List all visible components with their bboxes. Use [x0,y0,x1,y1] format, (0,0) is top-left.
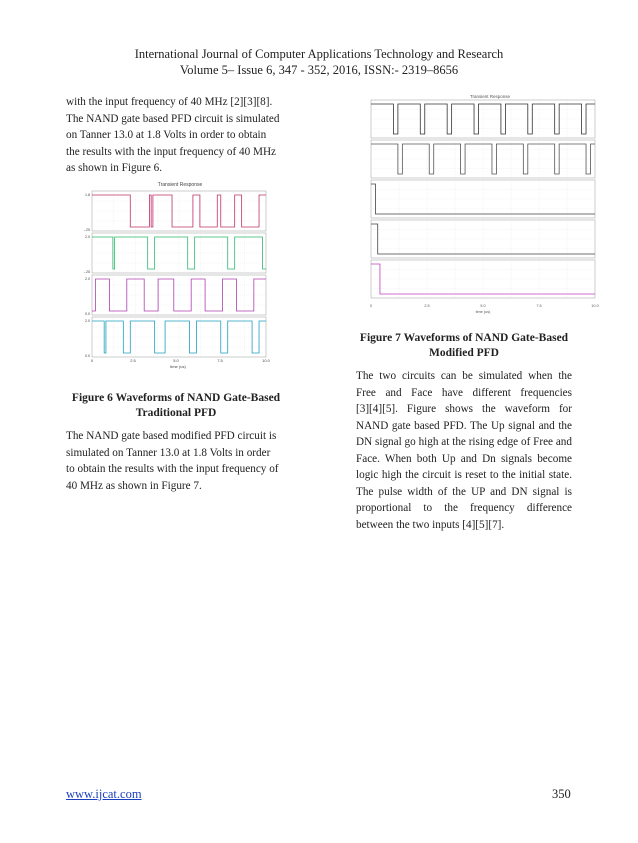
text-line: the results with the input frequency of 40 MHz [66,145,277,158]
journal-volume: Volume 5– Issue 6, 347 - 352, 2016, ISSN:- 2319–8656 [179,63,459,77]
right-paragraph [356,368,572,533]
x-tick: 0 [369,304,373,308]
text-line: NAND gate based PFD. The Up signal and the [356,419,572,432]
y-tick: -.25 [83,270,90,274]
text-line: to obtain the results with the input frequency of [66,463,279,475]
text-line: between the two inputs [4][5][7]. [356,518,505,531]
y-tick: 0.0 [85,354,90,358]
left-paragraph-2 [66,428,286,494]
y-tick: 0.0 [85,312,90,316]
text-line: logic high the circuit is reset to the initial state. [356,469,572,481]
x-tick: 7.5 [217,358,223,363]
waveform-panel [371,100,595,138]
waveform-panel [371,180,595,218]
text-line: proportional to the frequency difference [356,502,572,514]
footer-website-link[interactable]: www.ijcat.com [66,787,142,801]
waveform-panel [371,260,595,298]
x-axis-label: time (us) [475,310,491,314]
text-line: The two circuits can be simulated when the [356,370,572,382]
x-tick: 10.0 [262,358,270,363]
x-tick: 7.5 [536,304,542,308]
text-line: The NAND gate based modified PFD circuit is [66,430,277,442]
page-number: 350 [552,787,571,801]
figure-6-caption [66,391,286,421]
x-tick: 0 [90,358,94,363]
text-line: The pulse width of the UP and DN signal is [356,485,572,498]
x-tick: 2.5 [424,304,430,308]
y-tick: 2.0 [85,235,90,239]
waveform-panel [371,220,595,258]
x-tick: 5.0 [480,304,486,308]
text-line: simulated on Tanner 13.0 at 1.8 Volts in order [66,446,271,459]
caption-line: Figure 7 Waveforms of NAND Gate-Based [359,332,569,344]
figure-7-title: Transient Response [469,94,511,99]
waveform-panel [84,191,266,232]
text-line: Face. When both Up and Dn signals become [356,452,572,465]
text-line: with the input frequency of 40 MHz [2][3][8]. [66,96,273,108]
y-tick: 2.0 [85,319,90,323]
waveform-panel [84,233,266,274]
caption-line: Modified PFD [429,347,499,359]
text-line: The NAND gate based PFD circuit is simulated [66,112,280,125]
y-tick: 2.0 [85,277,90,281]
x-tick: 2.5 [130,358,136,363]
text-line: on Tanner 13.0 at 1.8 Volts in order to obtain [66,129,267,141]
journal-title: International Journal of Computer Applications Technology and Research [134,47,504,61]
figure-6-waveforms [70,177,280,369]
text-line: Free and Face have different frequencies [356,386,572,399]
text-line: DN signal go high at the rising edge of Free and [356,436,572,448]
y-tick: 1.8 [85,193,90,197]
text-line: 40 MHz as shown in Figure 7. [66,479,202,492]
text-line: [3][4][5]. Figure shows the waveform for [356,403,572,415]
caption-line: Traditional PFD [135,407,217,419]
figure-7-waveforms [355,92,603,316]
waveform-panel [371,140,595,178]
caption-line: Figure 6 Waveforms of NAND Gate-Based [71,392,281,404]
figure-6-title: Transient Response [157,182,203,188]
waveform-panel [85,317,266,358]
y-tick: -.25 [83,228,90,232]
left-paragraph-1 [66,94,286,177]
x-axis-label: time (us) [170,364,186,369]
text-line: as shown in Figure 6. [66,162,163,174]
x-tick: 5.0 [173,358,179,363]
x-tick: 10.0 [591,304,599,308]
figure-7-caption [350,331,578,361]
waveform-panel [85,275,266,316]
